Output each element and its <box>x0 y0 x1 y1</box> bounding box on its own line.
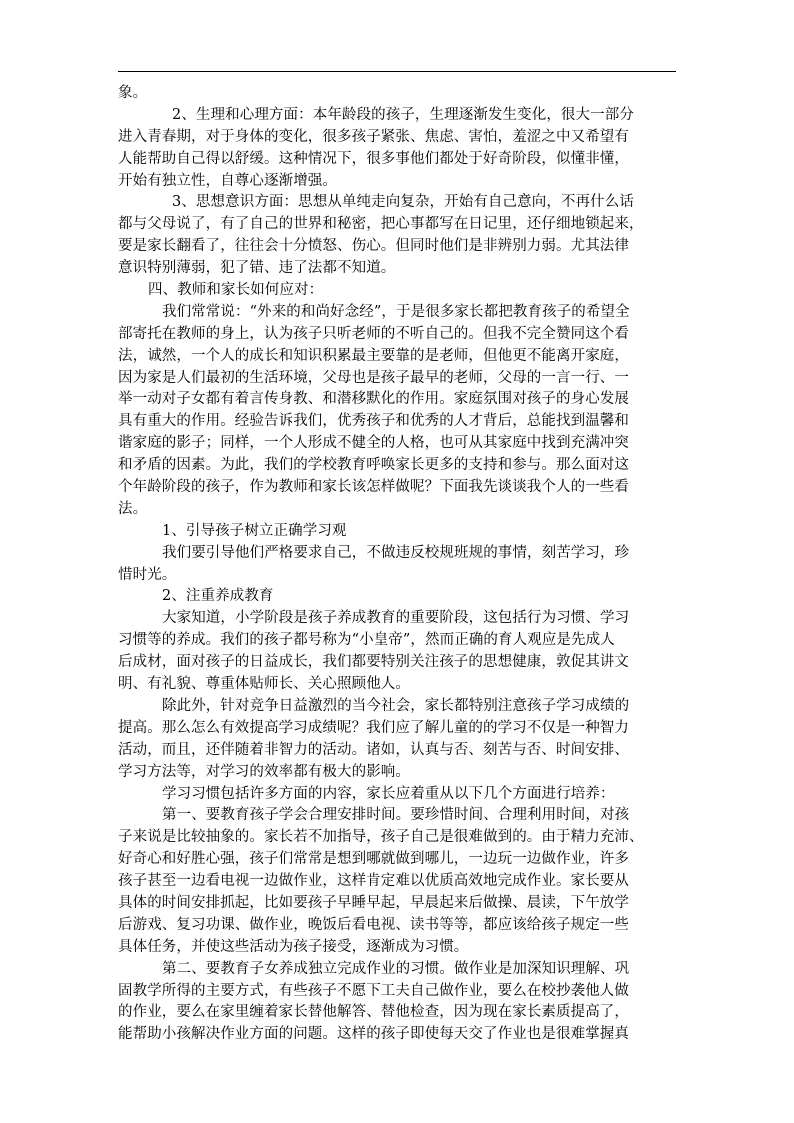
text-line: 能帮助小孩解决作业方面的问题。这样的孩子即使每天交了作业也是很难掌握真 <box>118 1026 629 1043</box>
text-line: 都与父母说了，有了自己的世界和秘密，把心事都写在日记里，还仔细地锁起来， <box>118 216 644 233</box>
text-line: 明、有礼貌、尊重体贴师长、关心照顾他人。 <box>118 676 410 693</box>
text-line: 意识特别薄弱，犯了错、违了法都不知道。 <box>118 260 396 277</box>
text-line: 谐家庭的影子；同样，一个人形成不健全的人格，也可从其家庭中找到充满冲突 <box>118 435 629 452</box>
text-line: 孩子甚至一边看电视一边做作业，这样肯定难以优质高效地完成作业。家长要从 <box>118 873 629 890</box>
text-line: 2、生理和心理方面：本年龄段的孩子，生理逐渐发生变化，很大一部分 <box>172 106 634 123</box>
text-line: 学习方法等，对学习的效率都有极大的影响。 <box>118 763 410 780</box>
text-line: 开始有独立性，自尊心逐渐增强。 <box>118 172 337 189</box>
text-line: 提高。那么怎么有效提高学习成绩呢？我们应了解儿童的的学习不仅是一种智力 <box>118 719 629 736</box>
text-line: 进入青春期，对于身体的变化，很多孩子紧张、焦虑、害怕，羞涩之中又希望有 <box>118 128 629 145</box>
text-line: 因为家是人们最初的生活环境，父母也是孩子最早的老师，父母的一言一行、一 <box>118 369 629 386</box>
text-line: 第一、要教育孩子学会合理安排时间。要珍惜时间、合理利用时间，对孩 <box>162 807 630 824</box>
text-line: 习惯等的养成。我们的孩子都号称为“小皇帝”，然而正确的育人观应是先成人 <box>118 632 615 649</box>
text-line: 子来说是比较抽象的。家长若不加指导，孩子自己是很难做到的。由于精力充沛、 <box>118 829 644 846</box>
header-rule <box>118 71 676 72</box>
sub-heading: 2、注重养成教育 <box>162 588 274 605</box>
text-line: 举一动对子女都有着言传身教、和潜移默化的作用。家庭氛围对孩子的身心发展 <box>118 391 629 408</box>
text-line: 后成材，面对孩子的日益成长，我们都要特别关注孩子的思想健康，敦促其讲文 <box>118 654 629 671</box>
text-line: 具有重大的作用。经验告诉我们，优秀孩子和优秀的人才背后，总能找到温馨和 <box>118 413 629 430</box>
text-line: 3、思想意识方面：思想从单纯走向复杂，开始有自己意向，不再什么话 <box>172 194 634 211</box>
text-line: 惜时光。 <box>118 566 177 583</box>
text-line: 具体任务，并使这些活动为孩子接受，逐渐成为习惯。 <box>118 938 469 955</box>
text-line: 大家知道，小学阶段是孩子养成教育的重要阶段，这包括行为习惯、学习 <box>162 610 630 627</box>
text-line: 固教学所得的主要方式，有些孩子不愿下工夫自己做作业，要么在校抄袭他人做 <box>118 982 629 999</box>
text-line: 人能帮助自己得以舒缓。这种情况下，很多事他们都处于好奇阶段，似懂非懂， <box>118 150 629 167</box>
text-line: 好奇心和好胜心强，孩子们常常是想到哪就做到哪儿，一边玩一边做作业，许多 <box>118 851 629 868</box>
document-body <box>118 83 678 1046</box>
sub-heading: 1、引导孩子树立正确学习观 <box>162 522 347 539</box>
text-line: 的作业，要么在家里缠着家长替他解答、替他检查，因为现在家长素质提高了， <box>118 1004 629 1021</box>
text-line: 我们要引导他们严格要求自己，不做违反校规班规的事情，刻苦学习，珍 <box>162 544 630 561</box>
text-line: 象。 <box>118 85 148 101</box>
text-line: 法，诚然，一个人的成长和知识积累最主要靠的是老师，但他更不能离开家庭， <box>118 347 629 364</box>
text-line: 个年龄阶段的孩子，作为教师和家长该怎样做呢？下面我先谈谈我个人的一些看 <box>118 479 629 496</box>
text-line: 要是家长翻看了，往往会十分愤怒、伤心。但同时他们是非辨别力弱。尤其法律 <box>118 238 629 255</box>
text-line: 我们常常说：“外来的和尚好念经”，于是很多家长都把教育孩子的希望全 <box>162 303 630 320</box>
text-line: 除此外，针对竞争日益激烈的当今社会，家长都特别注意孩子学习成绩的 <box>162 697 630 714</box>
text-line: 法。 <box>118 500 148 517</box>
text-line: 后游戏、复习功课、做作业，晚饭后看电视、读书等等，都应该给孩子规定一些 <box>118 916 629 933</box>
text-line: 活动，而且，还伴随着非智力的活动。诸如，认真与否、刻苦与否、时间安排、 <box>118 741 629 758</box>
text-line: 具体的时间安排抓起，比如要孩子早睡早起，早晨起来后做操、晨读，下午放学 <box>118 894 629 911</box>
section-heading: 四、教师和家长如何应对： <box>148 282 324 299</box>
text-line: 第二、要教育子女养成独立完成作业的习惯。做作业是加深知识理解、巩 <box>162 960 630 977</box>
text-line: 部寄托在教师的身上，认为孩子只听老师的不听自己的。但我不完全赞同这个看 <box>118 325 629 342</box>
text-line: 和矛盾的因素。为此，我们的学校教育呼唤家长更多的支持和参与。那么面对这 <box>118 457 629 474</box>
text-line: 学习习惯包括许多方面的内容，家长应着重从以下几个方面进行培养： <box>162 785 615 802</box>
